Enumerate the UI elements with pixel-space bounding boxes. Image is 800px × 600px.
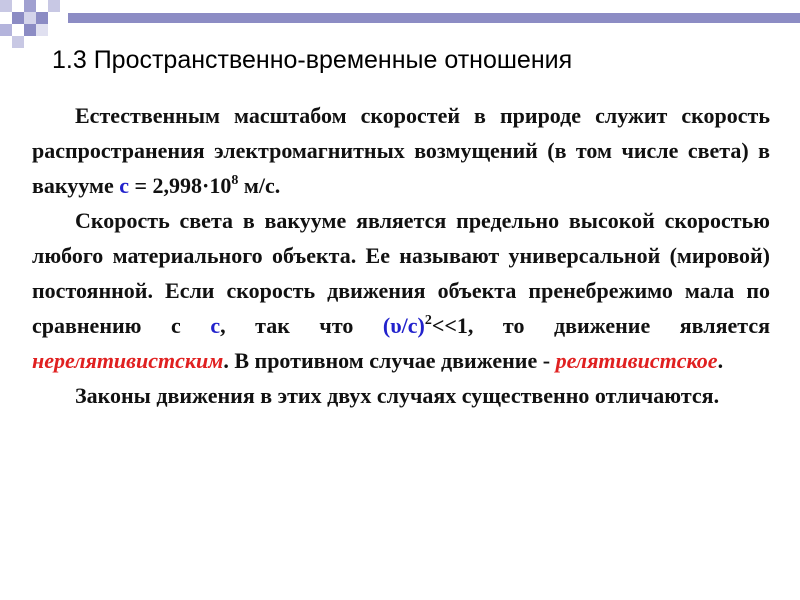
exponent: 8 (231, 173, 239, 188)
text-segment: Естественным масштабом скоростей в природе служит скорость распространения электромагнитных возмущений (в том числе света) в вакууме (32, 103, 770, 198)
slide-title: 1.3 Пространственно-временные отношения (52, 46, 573, 74)
text-segment: = 2,998·10 (128, 173, 232, 198)
deco-square (24, 24, 36, 36)
velocity-ratio: (υ/с) (382, 313, 425, 338)
decorative-squares (0, 0, 72, 52)
header-accent-bar (68, 13, 800, 23)
text-segment: м/с. (238, 173, 281, 198)
deco-square (0, 0, 12, 12)
term-nonrelativistic: нерелятивистским (32, 348, 224, 373)
deco-square (0, 24, 12, 36)
paragraph-limit-speed (32, 203, 770, 378)
text-segment: <<1, то движение является (431, 313, 770, 338)
paragraph-speed-scale (32, 98, 770, 203)
deco-square (24, 0, 36, 12)
deco-square (48, 12, 60, 24)
term-relativistic: релятивистское (555, 348, 718, 373)
deco-square (12, 24, 24, 36)
deco-square (24, 12, 36, 24)
text-segment: . (717, 348, 724, 373)
deco-square (0, 12, 12, 24)
slide-body (32, 98, 770, 413)
deco-square (48, 0, 60, 12)
exponent: 2 (424, 313, 432, 328)
deco-square (12, 36, 24, 48)
speed-of-light-symbol: с (119, 173, 129, 198)
deco-square (36, 12, 48, 24)
deco-square (36, 24, 48, 36)
speed-of-light-symbol: с (210, 313, 221, 338)
paragraph-laws-differ: Законы движения в этих двух случаях существенно отличаются. (75, 383, 720, 408)
text-segment: . В противном случае движение - (223, 348, 556, 373)
deco-square (12, 12, 24, 24)
deco-square (36, 0, 48, 12)
deco-square (12, 0, 24, 12)
deco-square (0, 36, 12, 48)
text-segment: Скорость света в вакууме является предельно высокой скоростью любого материального объекта. Ее называют универсальной (мировой) постоянной. Если скорость движения объекта пренебрежимо мала по сравнению с (32, 208, 770, 338)
text-segment: , так что (220, 313, 383, 338)
